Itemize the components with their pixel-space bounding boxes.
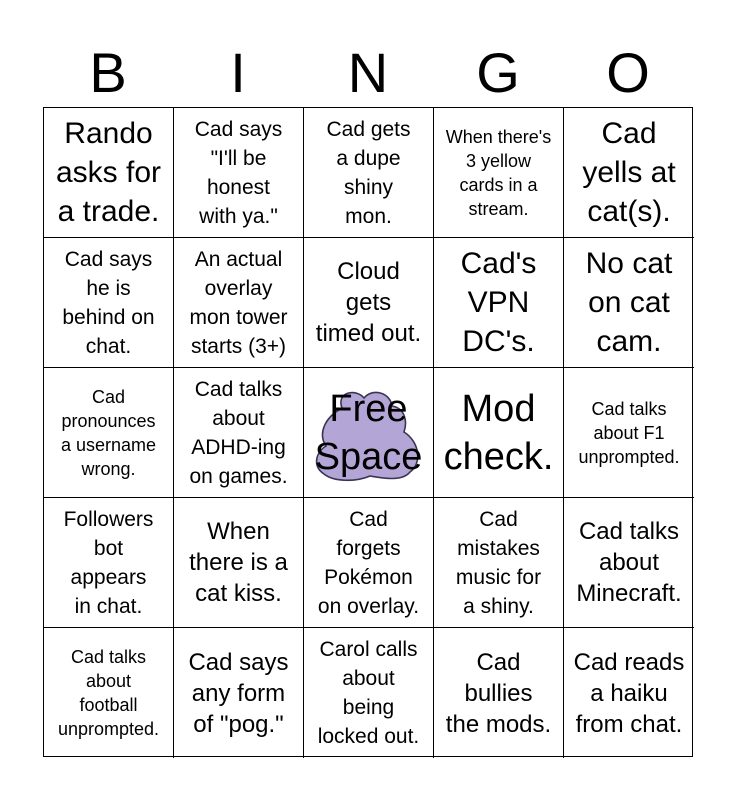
bingo-cell-text: No cat on cat cam. [585, 247, 673, 358]
bingo-cell-text: When there's 3 yellow cards in a stream. [445, 126, 552, 219]
bingo-cell[interactable] [44, 368, 174, 498]
bingo-cell[interactable] [174, 498, 304, 628]
header-letter-o: O [606, 41, 650, 104]
bingo-cell[interactable] [44, 498, 174, 628]
bingo-cell[interactable] [44, 238, 174, 368]
bingo-cell-text: An actual overlay mon tower starts (3+) [189, 247, 288, 358]
bingo-cell[interactable] [174, 238, 304, 368]
bingo-cell-text: Cad pronounces a username wrong. [60, 386, 157, 479]
header-letter-n: N [347, 41, 389, 104]
bingo-cell[interactable] [44, 628, 174, 758]
header-letter-b: B [89, 41, 127, 104]
header-letter-g: G [476, 41, 520, 104]
free-space-label: Free Space [314, 387, 423, 478]
bingo-cell[interactable] [564, 628, 694, 758]
bingo-cell-text: Cad reads a haiku from chat. [573, 648, 685, 738]
bingo-cell[interactable] [174, 628, 304, 758]
bingo-cell[interactable] [304, 108, 434, 238]
bingo-cell[interactable] [564, 238, 694, 368]
bingo-cell[interactable] [564, 498, 694, 628]
bingo-cell-text: Cad talks about F1 unprompted. [578, 398, 680, 467]
bingo-cell[interactable] [44, 108, 174, 238]
bingo-cell-text: Followers bot appears in chat. [63, 507, 154, 618]
bingo-cell-text: Carol calls about being locked out. [317, 638, 420, 748]
bingo-cell[interactable] [434, 368, 564, 498]
bingo-cell[interactable] [304, 238, 434, 368]
bingo-cell[interactable] [564, 108, 694, 238]
bingo-cell[interactable] [304, 628, 434, 758]
bingo-cell[interactable] [434, 628, 564, 758]
bingo-cell-text: Cad talks about Minecraft. [576, 518, 682, 607]
bingo-cell-text: Cad talks about ADHD-ing on games. [189, 377, 288, 488]
bingo-cell[interactable] [434, 498, 564, 628]
bingo-cell-text: Cad talks about football unprompted. [57, 647, 160, 739]
bingo-cell-text: Cad mistakes music for a shiny. [455, 507, 542, 618]
bingo-cell-text: Cad gets a dupe shiny mon. [326, 117, 411, 228]
bingo-cell-text: Cad's VPN DC's. [460, 247, 537, 358]
bingo-cell[interactable] [434, 108, 564, 238]
bingo-header [43, 38, 693, 108]
bingo-cell-text: When there is a cat kiss. [189, 518, 288, 607]
bingo-cell[interactable] [434, 238, 564, 368]
bingo-cell[interactable] [174, 368, 304, 498]
bingo-cell-text: Cad bullies the mods. [445, 648, 552, 738]
bingo-cell[interactable] [174, 108, 304, 238]
bingo-cell-text: Cloud gets timed out. [315, 258, 422, 347]
free-space-cell[interactable] [304, 368, 434, 498]
bingo-cell-text: Cad says "I'll be honest with ya." [194, 117, 283, 228]
bingo-cell[interactable] [304, 498, 434, 628]
bingo-board [43, 107, 693, 757]
bingo-cell-text: Mod check. [443, 387, 554, 478]
bingo-cell-text: Cad yells at cat(s). [582, 117, 676, 228]
bingo-cell-text: Rando asks for a trade. [55, 117, 162, 228]
bingo-cell-text: Cad says he is behind on chat. [62, 247, 155, 358]
bingo-cell-text: Cad says any form of "pog." [188, 648, 289, 738]
bingo-cell-text: Cad forgets Pokémon on overlay. [317, 507, 420, 618]
bingo-cell[interactable] [564, 368, 694, 498]
header-letter-i: I [230, 41, 246, 104]
